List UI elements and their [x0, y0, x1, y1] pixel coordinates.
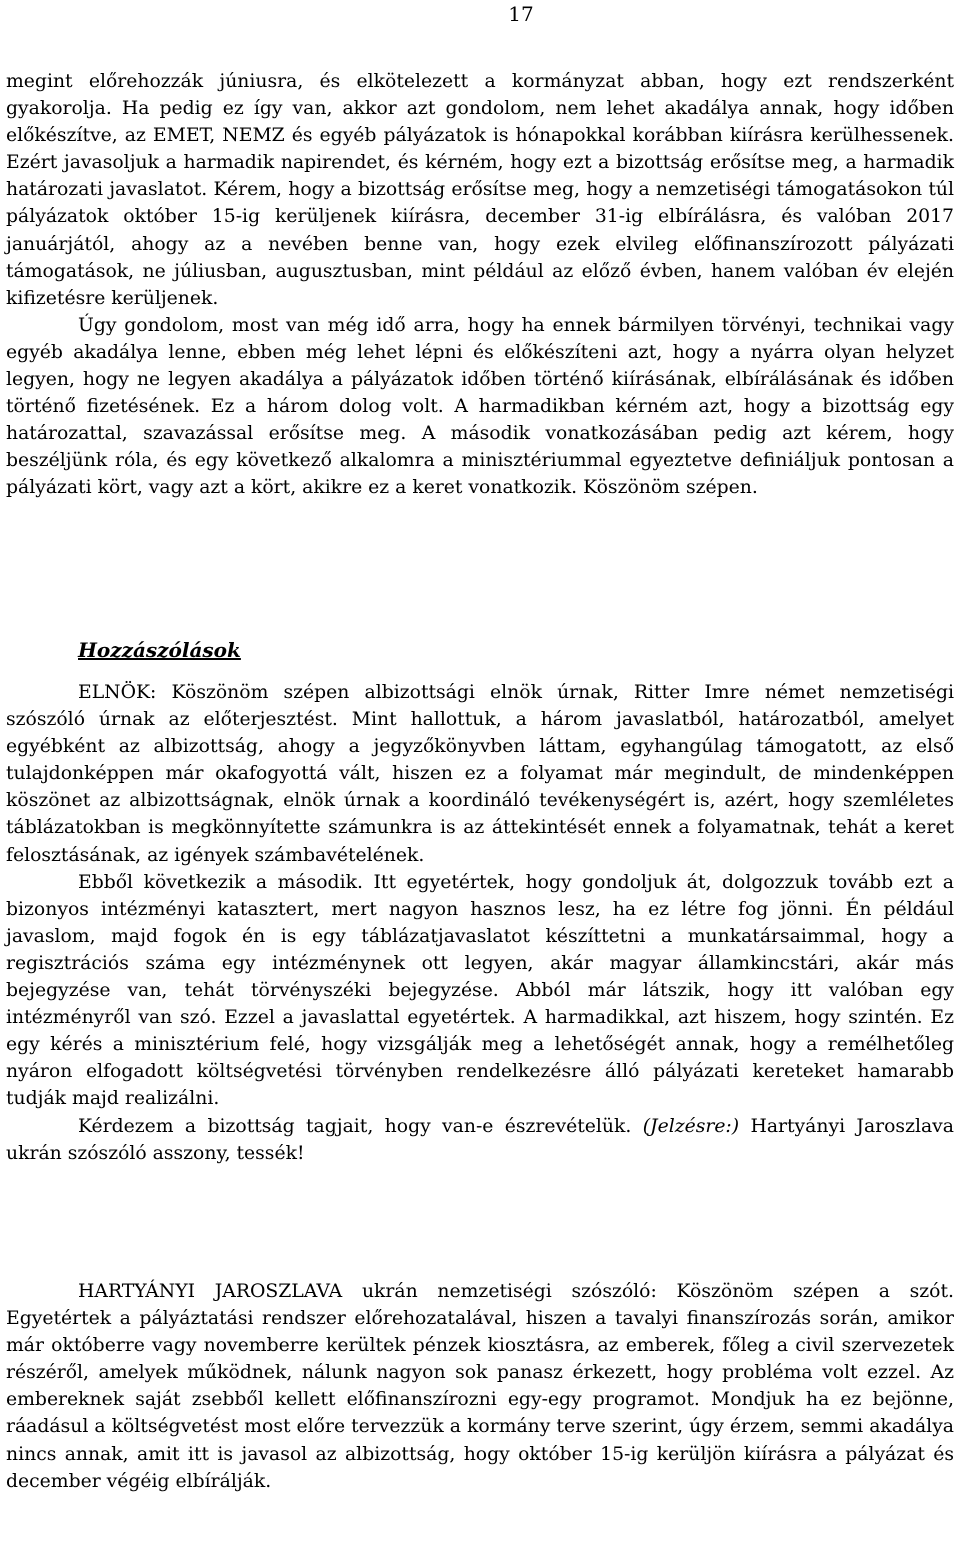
- paragraph: ELNÖK: Köszönöm szépen albizottsági elnök úrnak, Ritter Imre német nemzetiségi szószóló úrnak az előterjesztést. Mint hallottuk, a három javaslatból, határozatból, amelyet egyébként az albizottság, ahogy a jegyzőkönyvben láttam, egyhangúlag támogatott, az első tulajdonképpen már okafogyottá vált, hiszen ez a folyamat már megindult, de mindenképpen köszönet az albizottságnak, elnök úrnak a koordináló tevékenységért is, azért, hogy szemléletes táblázatokban is megkönnyítette számunkra is az áttekintését ennek a folyamatnak, tehát a keret felosztásának, az igények számbavételének.: [6, 682, 954, 866]
- page-number: 17: [508, 2, 534, 26]
- stage-direction: (Jelzésre:): [642, 1115, 740, 1137]
- speaker-remarks: [6, 1278, 954, 1495]
- paragraph: Ebből következik a második. Itt egyetértek, hogy gondoljuk át, dolgozzuk tovább ezt a bizonyos intézményi katasztert, mert nagyon hasznos lesz, ha ez létre fog jönni. Én például javaslom, majd fogok én is egy táblázatjavaslatot készíttetni a munkatársaimmal, hogy a regisztrációs száma egy intézménynek ott legyen, akár magyar államkincstári, akár más bejegyzése van, tehát törvényszéki bejegyzése. Abból már látszik, hogy itt valóban egy intézményről van szó. Ezzel a javaslattal egyetértek. A harmadikkal, azt hiszem, hogy szintén. Ez egy kérés a minisztérium felé, hogy vizsgálják meg a lehetőségét annak, hogy a remélhetőleg nyáron elfogadott költségvetési törvényben rendelkezésre álló pályázati kereteket hamarabb tudják majd realizálni.: [6, 871, 954, 1110]
- text-run: Hartyányi Jaroszlava ukrán szószóló asszony, tessék!: [6, 1115, 954, 1164]
- paragraph: megint előrehozzák júniusra, és elkötelezett a kormányzat abban, hogy ezt rendszerként gyakorolja. Ha pedig ez így van, akkor azt gondolom, nem lehet akadálya annak, hogy időben előkészítve, az EMET, NEMZ és egyéb pályázatok is hónapokkal korábban kiírásra kerülhessenek. Ezért javasoljuk a harmadik napirendet, és kérném, hogy ezt a bizottság erősítse meg, a harmadik határozati javaslatot. Kérem, hogy a bizottság erősítse meg, hogy a nemzetiségi támogatásokon túl pályázatok október 15-ig kerüljenek kiírásra, december 31-ig elbírálásra, és valóban 2017 januárjától, ahogy az a nevében benne van, hogy ezek elvileg előfinanszírozott pályázati támogatások, ne júliusban, augusztusban, mint például az előző évben, hanem valóban év elején kifizetésre kerüljenek.: [6, 71, 954, 309]
- chair-remarks: [6, 679, 954, 1167]
- speech-continuation: [6, 68, 954, 502]
- paragraph: [6, 1113, 954, 1167]
- paragraph: HARTYÁNYI JAROSZLAVA ukrán nemzetiségi szószóló: Köszönöm szépen a szót. Egyetértek a pályáztatási rendszer előrehozatalával, hiszen a tavalyi finanszírozás során, amikor már októberre vagy novemberre kerültek pénzek kiosztásra, az emberek, főleg a civil szervezetek részéről, amelyek működnek, nálunk nagyon sok panasz érkezett, hogy probléma volt ezzel. Az embereknek saját zsebből kellett előfinanszírozni egy-egy programot. Mondjuk ha ez bejönne, ráadásul a költségvetést most előre tervezzük a kormány terve szerint, úgy érzem, semmi akadálya nincs annak, amit itt is javasol az albizottság, hogy október 15-ig kerüljön kiírásra a pályázat és december végéig elbírálják.: [6, 1281, 954, 1492]
- text-run: Kérdezem a bizottság tagjait, hogy van-e észrevételük.: [78, 1115, 632, 1137]
- paragraph: Úgy gondolom, most van még idő arra, hogy ha ennek bármilyen törvényi, technikai vagy egyéb akadálya lenne, ebben még lehet lépni és előkészíteni azt, hogy a nyárra olyan helyzet legyen, hogy ne legyen akadálya a pályázatok időben történő kiírásának, elbírálásának és időben történő fizetésének. Ez a három dolog volt. A harmadikban kérném azt, hogy a bizottság egy határozattal, szavazással erősítse meg. A második vonatkozásában pedig azt kérem, hogy beszéljünk róla, és egy következő alkalomra a minisztériummal egyeztetve definiáljuk pontosan a pályázati kört, vagy azt a kört, akikre ez a keret vonatkozik. Köszönöm szépen.: [6, 314, 954, 499]
- section-heading: Hozzászólások: [78, 638, 241, 662]
